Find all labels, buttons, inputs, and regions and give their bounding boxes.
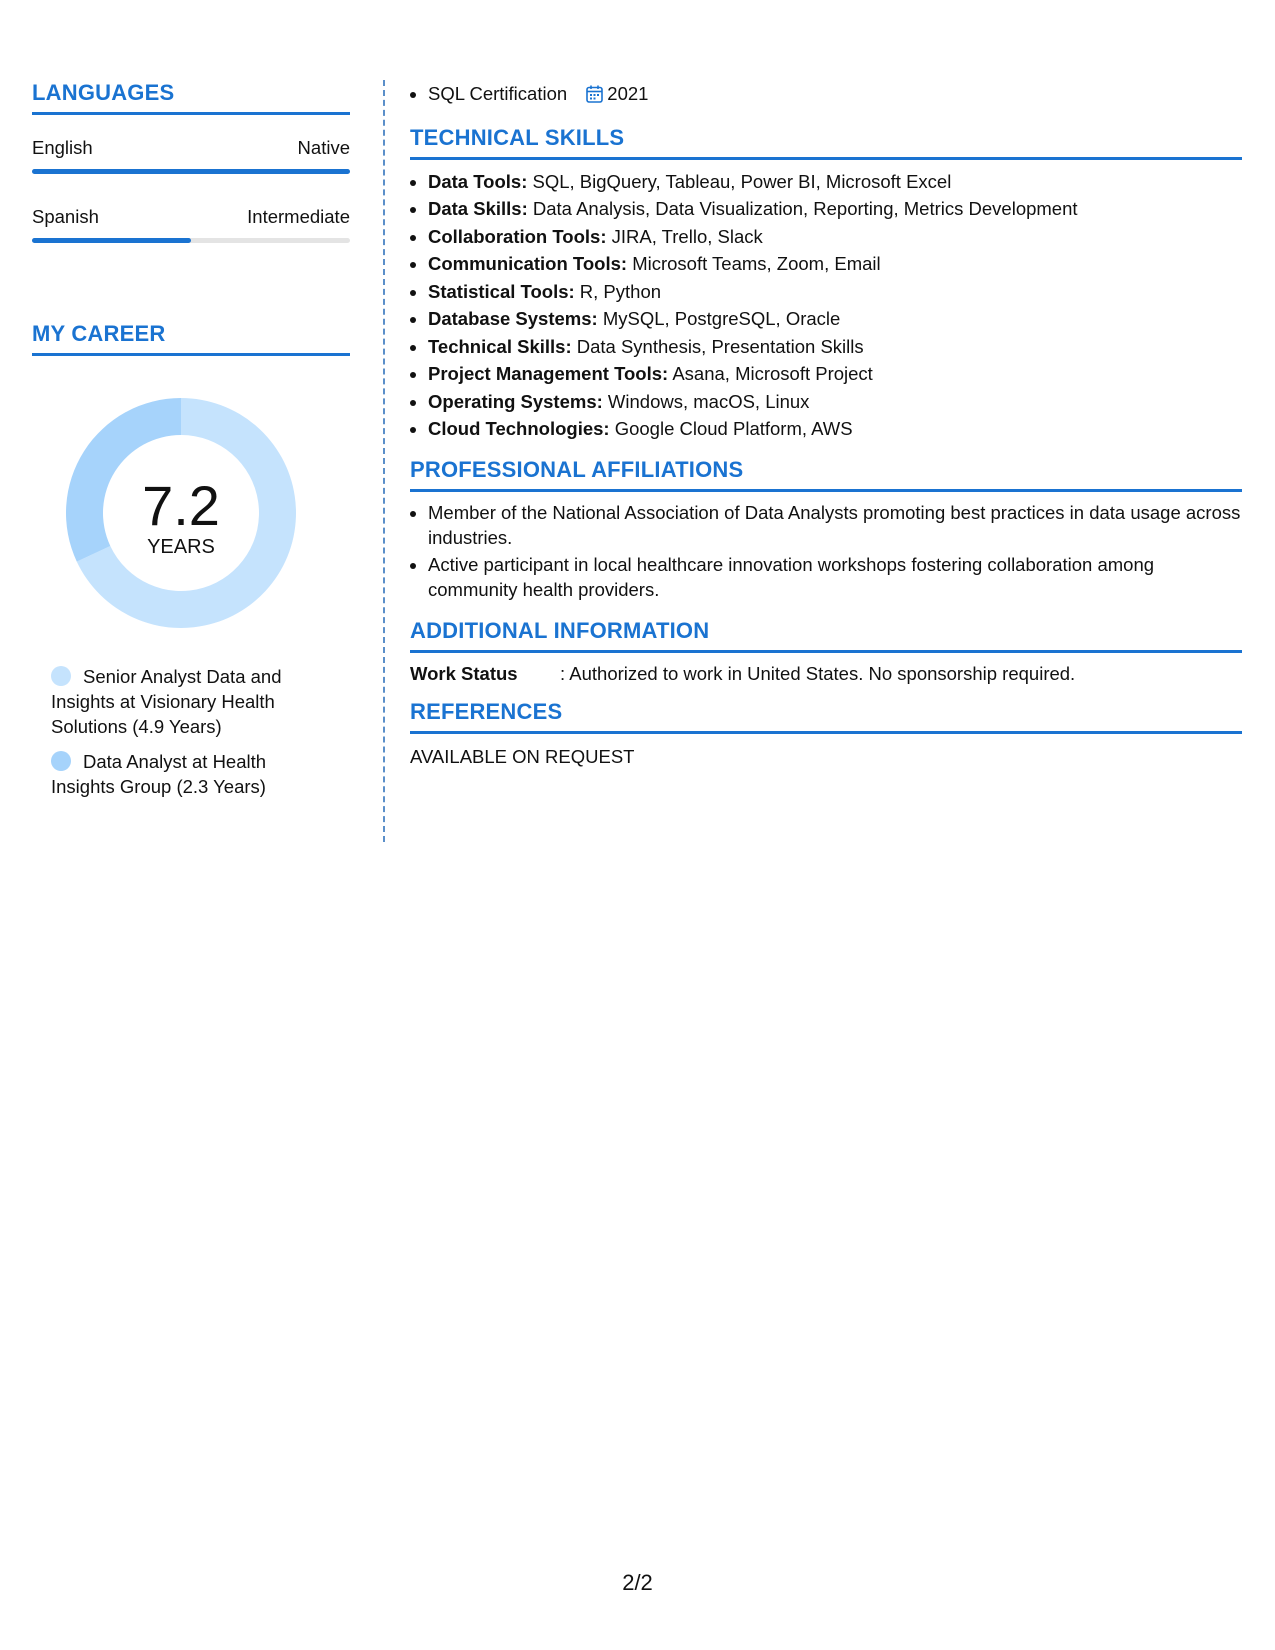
language-name: Spanish [32, 206, 99, 227]
technical-skill-item [428, 195, 1242, 223]
career-legend-item [51, 664, 301, 739]
certification-list [410, 80, 1242, 111]
skill-category: Database Systems: [428, 308, 598, 329]
skill-values: Microsoft Teams, Zoom, Email [632, 253, 881, 274]
technical-skill-item [428, 305, 1242, 333]
affiliation-item: • Active participant in local healthcare innovation workshops fostering collaboration among community health providers. [428, 552, 1242, 602]
column-divider [383, 80, 385, 842]
skill-values: Asana, Microsoft Project [672, 363, 873, 384]
technical-skill-item [428, 223, 1242, 251]
skill-category: Collaboration Tools: [428, 225, 607, 247]
certification-item [428, 80, 1242, 111]
right-column [410, 80, 1242, 768]
technical-skill-item [428, 250, 1242, 278]
affiliations-title: PROFESSIONAL AFFILIATIONS [410, 457, 1242, 492]
work-status-row [410, 663, 1242, 685]
calendar-icon [586, 83, 603, 111]
career-legend-item [51, 749, 301, 799]
career-legend [51, 664, 301, 799]
legend-dot [51, 666, 71, 686]
language-bar-fill [32, 169, 350, 174]
language-name: English [32, 137, 93, 158]
career-role-label: Data Analyst at Health Insights Group (2.3 Years) [51, 751, 267, 797]
language-level: Intermediate [247, 206, 350, 227]
skill-values: Google Cloud Platform, AWS [614, 418, 853, 439]
skill-category: Operating Systems: [428, 390, 603, 412]
skill-values: JIRA, Trello, Slack [611, 225, 763, 247]
technical-skill-item [428, 333, 1242, 361]
certification-name: SQL Certification [428, 83, 568, 104]
references-text: AVAILABLE ON REQUEST [410, 745, 635, 767]
legend-dot [51, 751, 71, 771]
skill-values: Data Synthesis, Presentation Skills [576, 335, 864, 357]
references-title: REFERENCES [410, 699, 1242, 734]
affiliation-item: • Member of the National Association of Data Analysts promoting best practices in data usage across industries. [428, 500, 1242, 550]
language-bar [32, 238, 350, 243]
skill-values: SQL, BigQuery, Tableau, Power BI, Microsoft Excel [532, 170, 952, 192]
page-number: 2/2 [622, 1570, 653, 1595]
work-status-label: Work Status [410, 662, 518, 684]
career-total-unit: YEARS [147, 536, 215, 558]
skill-category: Project Management Tools: [428, 363, 669, 384]
skill-values: Windows, macOS, Linux [607, 390, 810, 412]
career-title: MY CAREER [32, 321, 350, 356]
technical-skill-item [428, 168, 1242, 196]
skill-values: R, Python [579, 280, 662, 302]
technical-skill-item [428, 360, 1242, 388]
affiliations-list [410, 500, 1242, 602]
skill-values: MySQL, PostgreSQL, Oracle [602, 308, 841, 329]
skill-category: Statistical Tools: [428, 280, 575, 302]
skill-category: Data Skills: [428, 198, 528, 219]
work-status-value: : Authorized to work in United States. No sponsorship required. [560, 662, 1076, 684]
additional-info-title: ADDITIONAL INFORMATION [410, 618, 1242, 653]
languages-title: LANGUAGES [32, 80, 350, 115]
certification-year: 2021 [607, 83, 649, 104]
career-donut [66, 398, 296, 628]
skill-category: Cloud Technologies: [428, 418, 610, 439]
language-level: Native [297, 137, 350, 158]
skill-category: Communication Tools: [428, 253, 628, 274]
language-bar [32, 169, 350, 174]
skill-category: Technical Skills: [428, 335, 572, 357]
career-role-label: Senior Analyst Data and Insights at Visionary Health Solutions (4.9 Years) [51, 666, 282, 737]
language-item [32, 137, 350, 174]
language-bar-fill [32, 238, 191, 243]
technical-skill-item [428, 278, 1242, 306]
technical-skill-item [428, 388, 1242, 416]
career-total-years: 7.2 [142, 474, 220, 537]
left-column [32, 80, 350, 809]
language-item [32, 206, 350, 243]
technical-skills-list [410, 168, 1242, 443]
skill-values: Data Analysis, Data Visualization, Reporting, Metrics Development [532, 198, 1078, 219]
technical-skills-title: TECHNICAL SKILLS [410, 125, 1242, 160]
technical-skill-item [428, 415, 1242, 443]
skill-category: Data Tools: [428, 170, 528, 192]
